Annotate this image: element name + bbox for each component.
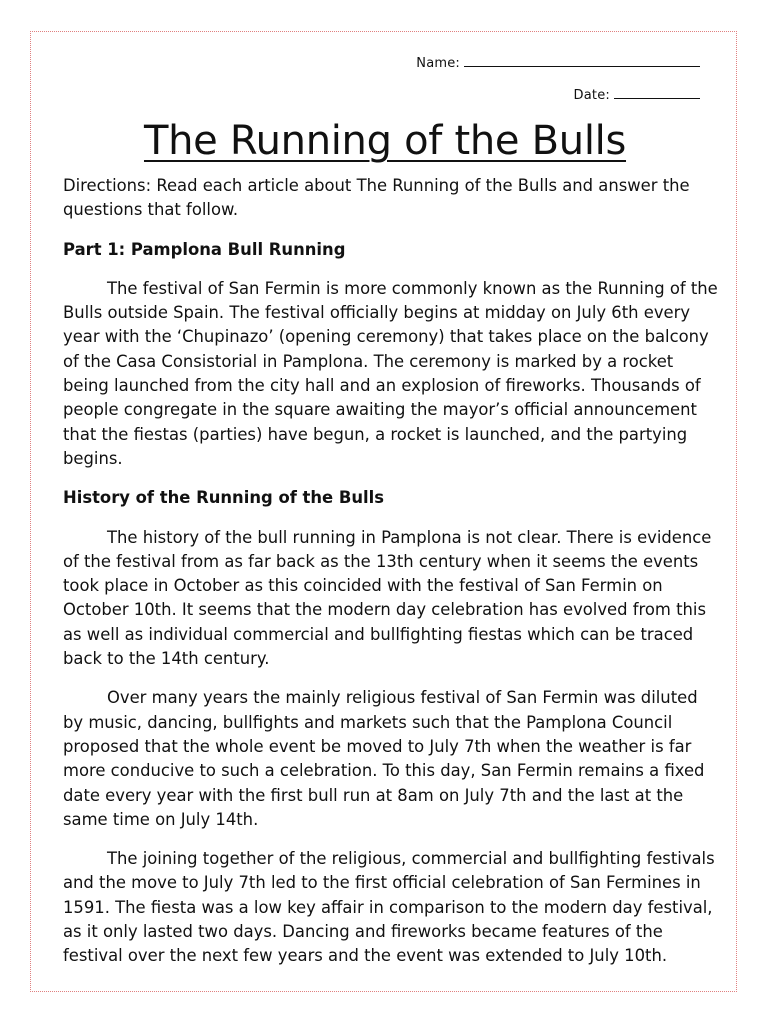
page-title: The Running of the Bulls: [143, 118, 627, 164]
history-paragraph-3: The joining together of the religious, commercial and bullfighting festivals and the move to July 7th led to the first official celebration of San Fermines in 1591. The fiesta was a low key affair in comparison to the modern day festival, as it only lasted two days. Dancing and fireworks became features of the festival over the next few years and the event was extended to July 10th.: [63, 849, 715, 966]
date-blank-line[interactable]: [614, 86, 700, 99]
part1-heading: Part 1: Pamplona Bull Running: [63, 239, 346, 259]
worksheet-content: [63, 174, 719, 984]
history-paragraph-2: Over many years the mainly religious festival of San Fermin was diluted by music, dancing, bullfights and markets such that the Pamplona Council proposed that the whole event be moved to July 7th when the weather is far more conducive to such a celebration. To this day, San Fermin remains a fixed date every year with the first bull run at 8am on July 7th and the last at the same time on July 14th.: [63, 688, 705, 829]
directions-text: Directions: Read each article about The Running of the Bulls and answer the questions that follow.: [63, 176, 690, 220]
name-label: Name:: [416, 56, 460, 71]
date-field[interactable]: [574, 86, 700, 103]
name-blank-line[interactable]: [464, 54, 700, 67]
date-label: Date:: [573, 88, 610, 103]
part1-paragraph: The festival of San Fermin is more commonly known as the Running of the Bulls outside Spain. The festival officially begins at midday on July 6th every year with the ‘Chupinazo’ (opening ceremony) that takes place on the balcony of the Casa Consistorial in Pamplona. The ceremony is marked by a rocket being launched from the city hall and an explosion of fireworks. Thousands of people congregate in the square awaiting the mayor’s official announcement that the fiestas (parties) have begun, a rocket is launched, and the partying begins.: [63, 278, 718, 468]
history-heading: History of the Running of the Bulls: [63, 488, 385, 508]
name-field[interactable]: [416, 54, 700, 71]
history-paragraph-1: The history of the bull running in Pamplona is not clear. There is evidence of the festival from as far back as the 13th century when it seems the events took place in October as this coincided with the festival of San Fermin on October 10th. It seems that the modern day celebration has evolved from this as well as individual commercial and bullfighting fiestas which can be traced back to the 14th century.: [63, 527, 712, 669]
